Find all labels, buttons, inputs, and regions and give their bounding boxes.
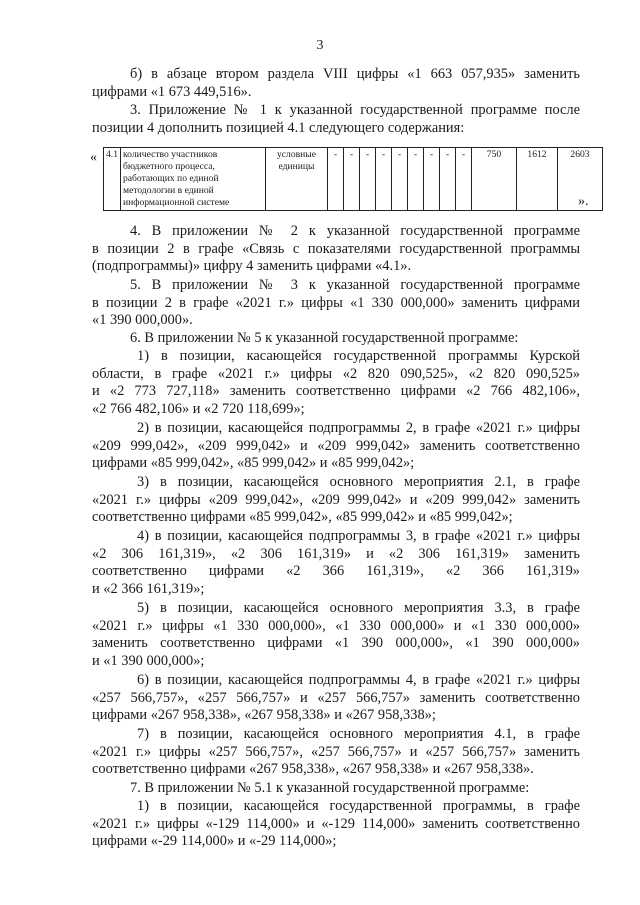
paragraph-6-5 bbox=[92, 600, 580, 670]
table-cell-value: - bbox=[344, 148, 360, 211]
table-cell-value: - bbox=[440, 148, 456, 211]
indicator-name-line: бюджетного процесса, bbox=[123, 161, 215, 172]
text-line: «2021 г.» цифры «209 999,042», «209 999,042» и «209 999,042» заменить bbox=[92, 491, 580, 508]
table-cell-value: - bbox=[392, 148, 408, 211]
text-line: «2021 г.» цифры «1 330 000,000», «1 330 000,000» и «1 330 000,000» bbox=[92, 617, 580, 634]
text-line: соответственно цифрами «267 958,338», «267 958,338» и «267 958,338». bbox=[92, 761, 534, 778]
text-line: позиции 4 дополнить позицией 4.1 следующего содержания: bbox=[92, 119, 465, 136]
table-cell-unit bbox=[266, 148, 328, 211]
text-line: 1) в позиции, касающейся государственной программы, в графе bbox=[137, 798, 580, 814]
table-cell-value: - bbox=[408, 148, 424, 211]
unit-line: единицы bbox=[278, 161, 315, 172]
indicator-name-line: количество участников bbox=[123, 149, 218, 160]
text-line: 1) в позиции, касающейся государственной программы Курской bbox=[137, 348, 580, 364]
inserted-position-table bbox=[103, 147, 603, 211]
paragraph-6-2 bbox=[92, 420, 580, 473]
paragraph-7 bbox=[92, 780, 580, 798]
table-cell-value: - bbox=[360, 148, 376, 211]
table-row bbox=[104, 148, 603, 211]
text-line: 4) в позиции, касающейся подпрограммы 3, в графе «2021 г.» цифры bbox=[137, 528, 580, 544]
table-cell-value: 750 bbox=[472, 148, 517, 211]
text-line: «2 306 161,319», «2 306 161,319» и «2 306 161,319» заменить bbox=[92, 545, 580, 562]
indicator-name-line: методологии в единой bbox=[123, 185, 214, 196]
paragraph-4 bbox=[92, 223, 580, 276]
text-line: соответственно цифрами «2 366 161,319», «2 366 161,319» bbox=[92, 563, 580, 580]
text-line: 5) в позиции, касающейся основного мероприятия 3.3, в графе bbox=[137, 600, 580, 616]
table-cell-value: - bbox=[328, 148, 344, 211]
table-cell-value: - bbox=[424, 148, 440, 211]
text-line: «1 390 000,000». bbox=[92, 312, 193, 329]
text-line: цифрами «85 999,042», «85 999,042» и «85 999,042»; bbox=[92, 455, 415, 472]
text-line: 4. В приложении № 2 к указанной государственной программе bbox=[130, 223, 580, 239]
paragraph-5 bbox=[92, 277, 580, 330]
text-line: и «2 366 161,319»; bbox=[92, 580, 205, 597]
text-line: в позиции 2 в графе «Связь с показателями государственной программы bbox=[92, 240, 580, 257]
paragraph-7-1 bbox=[92, 798, 580, 851]
text-line: «209 999,042», «209 999,042» и «209 999,042» заменить соответственно bbox=[92, 437, 580, 454]
table-cell-value: - bbox=[376, 148, 392, 211]
table-cell-number: 4.1 bbox=[104, 148, 121, 211]
paragraph-2b bbox=[92, 66, 580, 101]
text-line: «2 766 482,106» и «2 720 118,699»; bbox=[92, 400, 305, 417]
paragraph-6-4 bbox=[92, 528, 580, 598]
text-line: «2021 г.» цифры «-129 114,000» и «-129 114,000» заменить соответственно bbox=[92, 815, 580, 832]
text-line: заменить соответственно цифрами «1 390 000,000», «1 390 000,000» bbox=[92, 635, 580, 652]
paragraph-6-1 bbox=[92, 348, 580, 418]
text-line: цифрами «-29 114,000» и «-29 114,000»; bbox=[92, 833, 337, 850]
table-cell-value: - bbox=[456, 148, 472, 211]
paragraph-6-7 bbox=[92, 726, 580, 779]
text-line: в позиции 2 в графе «2021 г.» цифры «1 330 000,000» заменить цифрами bbox=[92, 294, 580, 311]
text-line: (подпрограммы)» цифру 4 заменить цифрами «4.1». bbox=[92, 258, 412, 275]
text-line: и «2 773 727,118» заменить соответственно цифрами «2 766 482,106», bbox=[92, 383, 580, 400]
text-line: соответственно цифрами «85 999,042», «85 999,042» и «85 999,042»; bbox=[92, 509, 513, 526]
paragraph-6-3 bbox=[92, 474, 580, 527]
text-line: б) в абзаце втором раздела VIII цифры «1 663 057,935» заменить bbox=[130, 66, 580, 82]
text-line: «2021 г.» цифры «257 566,757», «257 566,757» и «257 566,757» заменить bbox=[92, 743, 580, 760]
table-cell-value: 1612 bbox=[517, 148, 558, 211]
text-line: 5. В приложении № 3 к указанной государственной программе bbox=[130, 277, 580, 293]
text-line: 7) в позиции, касающейся основного мероприятия 4.1, в графе bbox=[137, 726, 580, 742]
text-line: 7. В приложении № 5.1 к указанной государственной программе: bbox=[130, 780, 530, 796]
text-line: цифрами «1 673 449,516». bbox=[92, 83, 252, 100]
table-cell-value: 2603 bbox=[558, 148, 603, 211]
text-line: 3) в позиции, касающейся основного мероприятия 2.1, в графе bbox=[137, 474, 580, 490]
page-number: 3 bbox=[316, 38, 324, 53]
text-line: цифрами «267 958,338», «267 958,338» и «267 958,338»; bbox=[92, 707, 436, 724]
table-cell-indicator-name bbox=[121, 148, 266, 211]
paragraph-6-6 bbox=[92, 672, 580, 725]
text-line: 6) в позиции, касающейся подпрограммы 4, в графе «2021 г.» цифры bbox=[137, 672, 580, 688]
text-line: 2) в позиции, касающейся подпрограммы 2, в графе «2021 г.» цифры bbox=[137, 420, 580, 436]
text-line: 3. Приложение № 1 к указанной государственной программе после bbox=[130, 102, 580, 118]
text-line: и «1 390 000,000»; bbox=[92, 652, 205, 669]
text-line: 6. В приложении № 5 к указанной государственной программе: bbox=[130, 330, 519, 346]
indicator-name-line: информационной системе bbox=[123, 197, 230, 208]
text-line: области, в графе «2021 г.» цифры «2 820 090,525», «2 820 090,525» bbox=[92, 365, 580, 382]
table-close-quote: ». bbox=[578, 194, 589, 209]
unit-line: условные bbox=[276, 149, 316, 160]
paragraph-3 bbox=[92, 102, 580, 137]
paragraph-6 bbox=[92, 330, 580, 348]
text-line: «257 566,757», «257 566,757» и «257 566,757» заменить соответственно bbox=[92, 689, 580, 706]
indicator-name-line: работающих по единой bbox=[123, 173, 219, 184]
table-open-quote: « bbox=[90, 150, 97, 165]
